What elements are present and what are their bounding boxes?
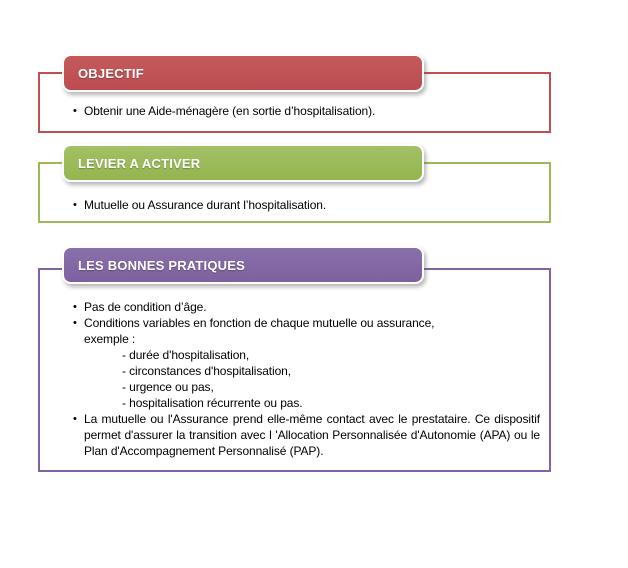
section-objectif-title: OBJECTIF [78, 65, 144, 81]
list-item [72, 411, 540, 459]
list-subitem [72, 363, 540, 379]
section-bonnes-pratiques-content [72, 299, 540, 459]
list-subitem [72, 379, 540, 395]
list-item-text: - circonstances d'hospitalisation, [122, 364, 291, 378]
list-item-continuation [72, 331, 540, 347]
section-levier-title: LEVIER A ACTIVER [78, 155, 201, 171]
list-item [72, 299, 540, 315]
section-levier-header [62, 144, 424, 182]
list-item-text: - durée d'hospitalisation, [122, 348, 250, 362]
section-objectif-header [62, 54, 424, 92]
bullet-marker: • [73, 105, 77, 117]
list-item-text: Mutuelle ou Assurance durant l’hospitalisation. [84, 198, 327, 212]
section-objectif-content [72, 103, 540, 119]
list-item-text: - hospitalisation récurrente ou pas. [122, 396, 303, 410]
list-subitem [72, 347, 540, 363]
list-item [72, 197, 540, 213]
list-item-text: exemple : [84, 332, 136, 346]
list-item-text: La mutuelle ou l'Assurance prend elle-même contact avec le prestataire. Ce dispositif permet d'assurer la transition avec l 'Allocation Personnalisée d'Autonomie (APA) ou le Plan d'Accompagnement Personnalisé (PAP). [84, 412, 540, 458]
list-item [72, 103, 540, 119]
section-levier-content [72, 197, 540, 213]
list-item-text: Conditions variables en fonction de chaque mutuelle ou assurance, [84, 316, 435, 330]
section-bonnes-pratiques-title: LES BONNES PRATIQUES [78, 257, 246, 273]
bullet-marker: • [73, 317, 77, 329]
list-item-text: Obtenir une Aide-ménagère (en sortie d’hospitalisation). [84, 104, 376, 118]
bullet-marker: • [73, 301, 77, 313]
bullet-marker: • [73, 199, 77, 211]
list-item-text: Pas de condition d’âge. [84, 300, 207, 314]
list-item-text: - urgence ou pas, [122, 380, 214, 394]
section-bonnes-pratiques-header [62, 246, 424, 284]
bullet-marker: • [73, 413, 77, 425]
list-subitem [72, 395, 540, 411]
list-item [72, 315, 540, 331]
